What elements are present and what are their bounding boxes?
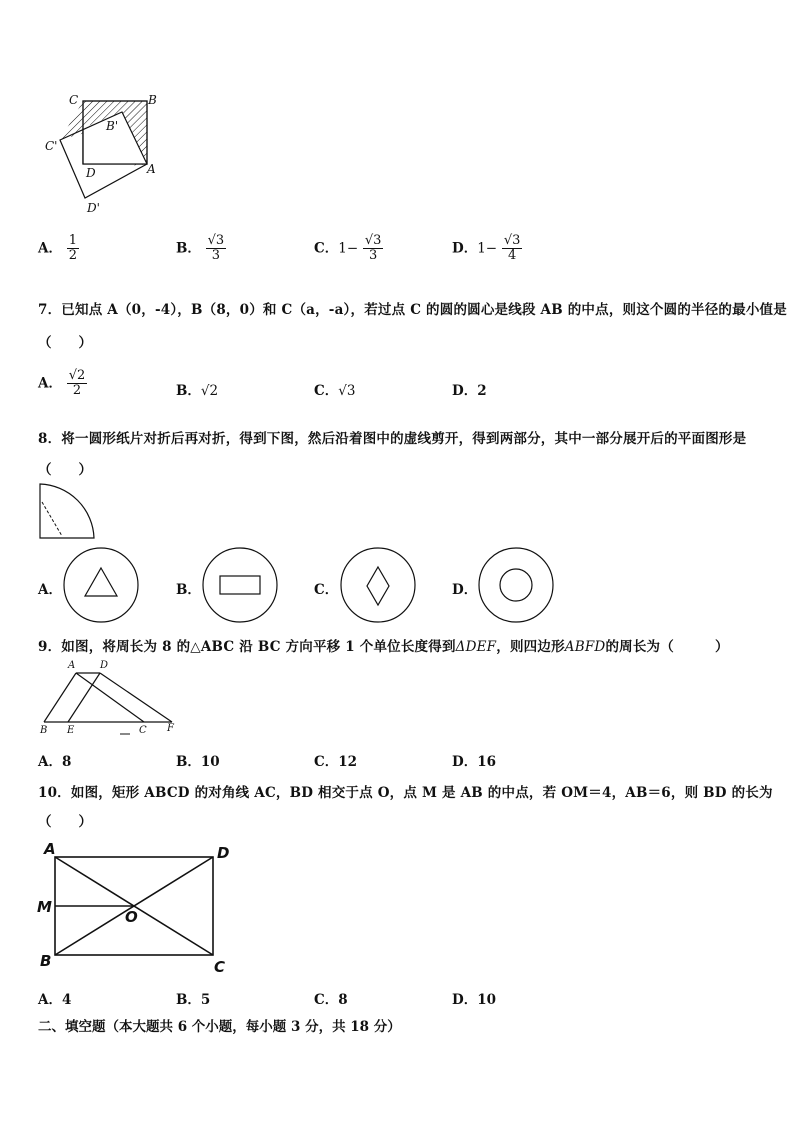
q8-option-d-label[interactable]: D． [452,582,478,598]
q10-label-c: C [214,958,226,976]
q9-option-b[interactable]: B．10 [176,754,220,770]
q6-label-d-prime: D' [87,201,100,215]
q9-label-a: A [68,660,76,671]
q7-option-d[interactable]: D．2 [452,383,487,399]
q10-label-b: B [40,952,52,970]
q10-label-m: M [37,898,52,916]
q10-option-c[interactable]: C．8 [314,992,348,1008]
q6-option-a[interactable]: A． $\frac{1}{2}$ [38,233,77,264]
q8-option-d-figure[interactable] [477,546,555,624]
q8-option-a-figure[interactable] [62,546,140,624]
q7-option-a[interactable]: A． $\frac{√2}{2}$ [38,368,86,399]
q9-option-d[interactable]: D．16 [452,754,496,770]
q8-option-b-figure[interactable] [201,546,279,624]
q6-option-d[interactable]: D．1− $\frac{√3}{4}$ [452,233,521,264]
q8-option-b-label[interactable]: B． [176,582,201,598]
q9-figure [38,660,180,740]
q8-text: 8．将一圆形纸片对折后再对折，得到下图，然后沿着图中的虚线剪开，得到两部分，其中一部分展开后的平面图形是 [38,431,747,447]
q9-label-c: C [139,725,147,736]
q9-option-c[interactable]: C．12 [314,754,358,770]
q6-label-d: D [86,166,96,180]
q8-option-a-label[interactable]: A． [38,582,62,598]
q9-option-a[interactable]: A．8 [38,754,72,770]
q6-label-a: A [147,162,156,176]
q6-label-b: B [148,93,157,107]
q6-label-b-prime: B' [106,119,119,133]
q9-label-d: D [100,660,109,671]
q7-option-b[interactable]: B．√2 [176,383,219,399]
q10-option-b[interactable]: B．5 [176,992,211,1008]
q8-option-c-label[interactable]: C． [314,582,339,598]
q6-label-c: C [69,93,79,107]
q7-paren: （ ） [38,335,92,351]
q10-paren: （ ） [38,814,92,830]
q7-option-c[interactable]: C．√3 [314,383,356,399]
q9-text: 9．如图，将周长为 8 的△ABC 沿 BC 方向平移 1 个单位长度得到ΔDEF，则四边形ABFD的周长为（ ） [38,639,729,655]
q8-folded-figure [38,482,98,542]
q10-label-d: D [217,844,230,862]
q9-label-e: E [67,725,75,736]
q10-option-d[interactable]: D．10 [452,992,496,1008]
q6-label-c-prime: C' [45,139,58,153]
q7-text: 7．已知点 A（0，-4），B（8，0）和 C（a，-a），若过点 C 的圆的圆心是线段 AB 的中点，则这个圆的半径的最小值是 [38,302,787,318]
q6-option-b[interactable]: B． $\frac{√3}{3}$ [176,233,225,264]
q10-text: 10．如图，矩形 ABCD 的对角线 AC，BD 相交于点 O，点 M 是 AB 的中点，若 OM＝4，AB＝6，则 BD 的长为 [38,785,773,801]
q6-option-c[interactable]: C．1− $\frac{√3}{3}$ [314,233,382,264]
q9-label-f: F [167,723,174,734]
q10-label-a: A [44,840,56,858]
q9-label-b: B [40,725,48,736]
q10-option-a[interactable]: A．4 [38,992,72,1008]
q8-option-c-figure[interactable] [339,546,417,624]
q8-paren: （ ） [38,462,92,478]
q6-figure [40,90,170,220]
q10-label-o: O [125,908,138,926]
section-2-heading: 二、填空题（本大题共 6 个小题，每小题 3 分，共 18 分） [38,1019,401,1035]
